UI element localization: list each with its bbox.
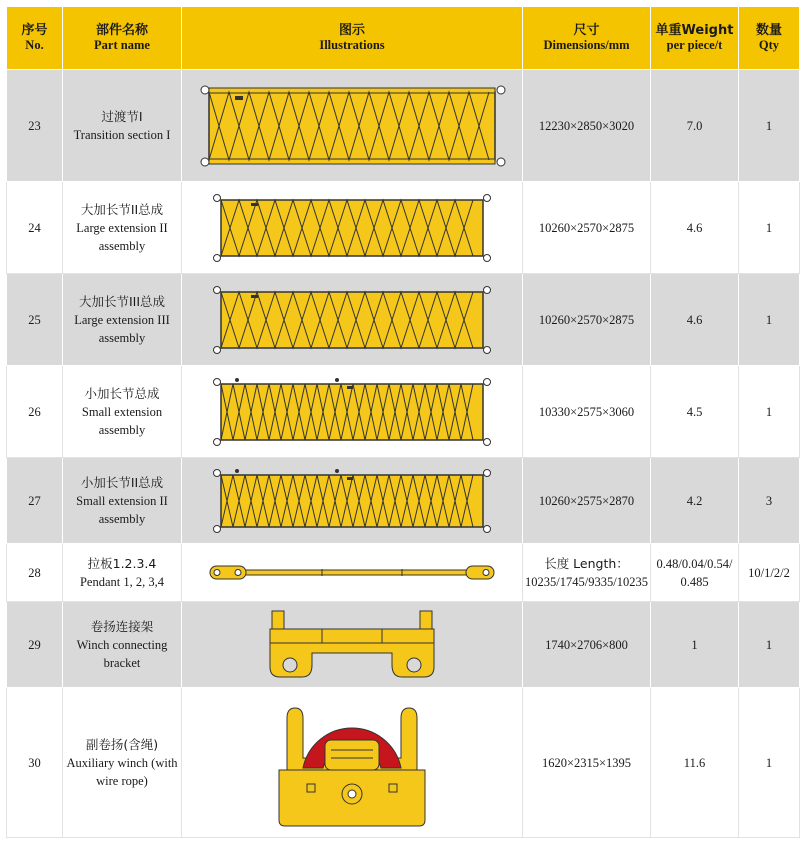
row-weight: 4.5	[651, 366, 739, 458]
row-dimensions: 1620×2315×1395	[523, 688, 651, 838]
row-part-name: 过渡节I Transition section I	[63, 70, 182, 182]
row-qty: 1	[739, 274, 800, 366]
row-part-name: 卷扬连接架 Winch connecting bracket	[63, 602, 182, 688]
header-weight: 单重Weight per piece/t	[651, 7, 739, 70]
row-qty: 1	[739, 688, 800, 838]
transition-section-illustration	[187, 76, 517, 176]
row-illustration	[182, 366, 523, 458]
row-part-name: 小加长节总成 Small extension assembly	[63, 366, 182, 458]
table-row	[7, 70, 800, 182]
table-row	[7, 544, 800, 602]
header-row	[7, 7, 800, 70]
row-weight: 1	[651, 602, 739, 688]
row-illustration	[182, 544, 523, 602]
row-illustration	[182, 602, 523, 688]
row-dimensions: 1740×2706×800	[523, 602, 651, 688]
row-qty: 1	[739, 602, 800, 688]
row-weight: 4.6	[651, 274, 739, 366]
row-dimensions: 长度 Length： 10235/1745/9335/10235	[523, 544, 651, 602]
row-no: 28	[7, 544, 63, 602]
row-qty: 3	[739, 458, 800, 544]
small-extension-illustration	[207, 372, 497, 452]
row-no: 24	[7, 182, 63, 274]
row-no: 23	[7, 70, 63, 182]
row-part-name: 大加长节III总成 Large extension III assembly	[63, 274, 182, 366]
header-qty: 数量 Qty	[739, 7, 800, 70]
row-illustration	[182, 182, 523, 274]
row-illustration	[182, 70, 523, 182]
pendant-illustration	[202, 558, 502, 588]
row-qty: 1	[739, 366, 800, 458]
table-row	[7, 366, 800, 458]
row-dimensions: 10330×2575×3060	[523, 366, 651, 458]
row-qty: 1	[739, 182, 800, 274]
row-weight: 4.2	[651, 458, 739, 544]
auxiliary-winch-illustration	[267, 698, 437, 828]
header-part-name: 部件名称 Part name	[63, 7, 182, 70]
parts-table	[6, 6, 800, 838]
header-illustrations: 图示 Illustrations	[182, 7, 523, 70]
row-weight: 4.6	[651, 182, 739, 274]
row-qty: 1	[739, 70, 800, 182]
row-no: 29	[7, 602, 63, 688]
header-dimensions: 尺寸 Dimensions/mm	[523, 7, 651, 70]
row-dimensions: 12230×2850×3020	[523, 70, 651, 182]
row-no: 27	[7, 458, 63, 544]
large-extension-ii-illustration	[207, 188, 497, 268]
row-dimensions: 10260×2575×2870	[523, 458, 651, 544]
row-no: 30	[7, 688, 63, 838]
row-dimensions: 10260×2570×2875	[523, 182, 651, 274]
row-weight: 11.6	[651, 688, 739, 838]
table-row	[7, 688, 800, 838]
table-row	[7, 458, 800, 544]
row-qty: 10/1/2/2	[739, 544, 800, 602]
row-no: 26	[7, 366, 63, 458]
row-part-name: 大加长节II总成 Large extension II assembly	[63, 182, 182, 274]
table-row	[7, 274, 800, 366]
row-illustration	[182, 688, 523, 838]
winch-bracket-illustration	[262, 607, 442, 683]
row-part-name: 小加长节II总成 Small extension II assembly	[63, 458, 182, 544]
row-illustration	[182, 458, 523, 544]
row-illustration	[182, 274, 523, 366]
small-extension-ii-illustration	[207, 463, 497, 539]
header-no: 序号 No.	[7, 7, 63, 70]
table-row	[7, 182, 800, 274]
row-weight: 7.0	[651, 70, 739, 182]
row-dimensions: 10260×2570×2875	[523, 274, 651, 366]
row-no: 25	[7, 274, 63, 366]
table-row	[7, 602, 800, 688]
row-part-name: 副卷扬(含绳) Auxiliary winch (with wire rope)	[63, 688, 182, 838]
row-part-name: 拉板1.2.3.4 Pendant 1, 2, 3,4	[63, 544, 182, 602]
large-extension-iii-illustration	[207, 280, 497, 360]
row-weight: 0.48/0.04/0.54/0.485	[651, 544, 739, 602]
